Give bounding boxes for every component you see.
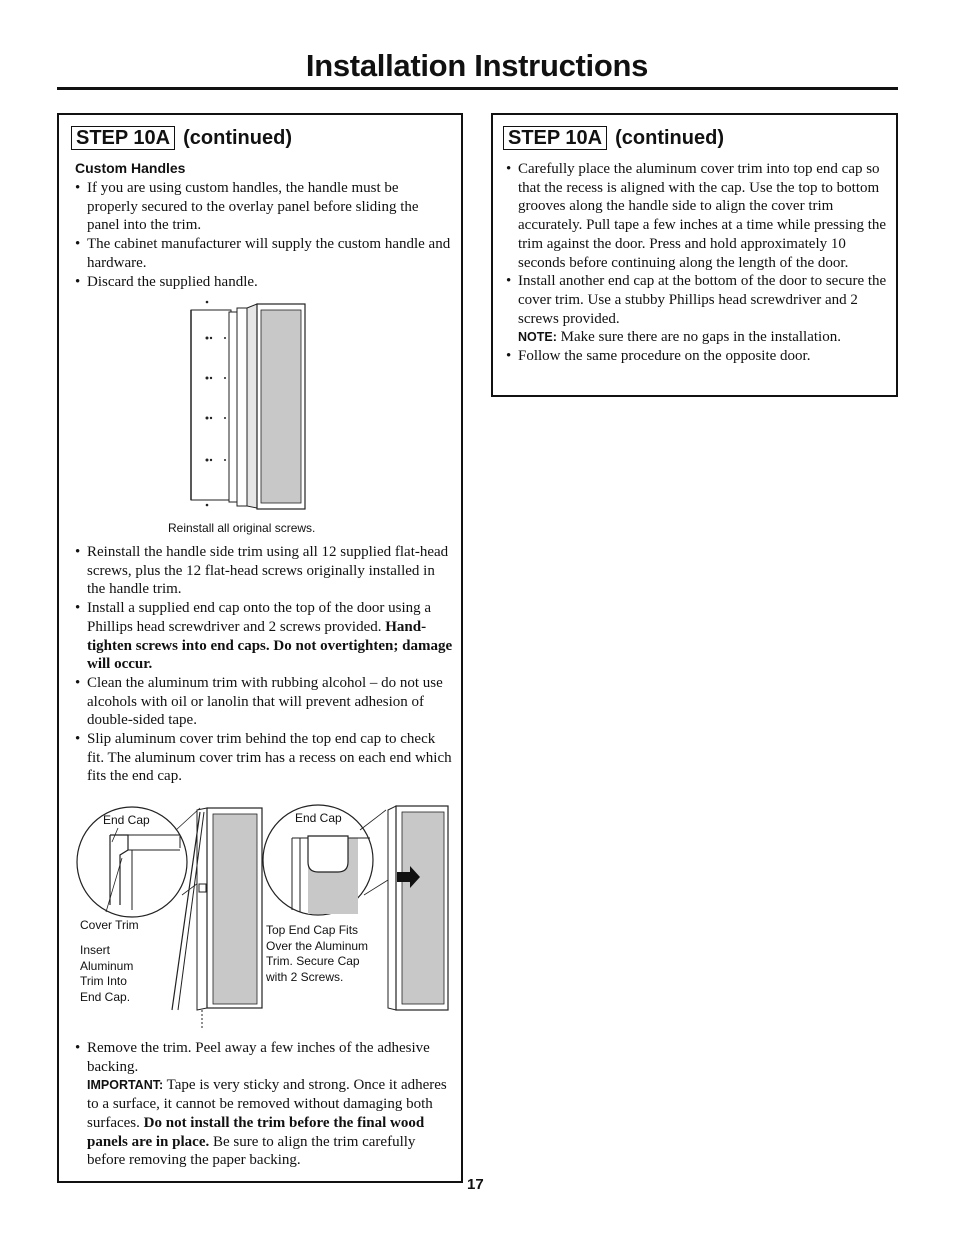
bullet-list-b <box>75 543 453 786</box>
important-label: IMPORTANT: <box>87 1078 164 1093</box>
list-item: • Reinstall the handle side trim using all 12 supplied flat-head screws, plus the 12 flat-head screws originally installed in the handle trim. <box>75 543 453 599</box>
list-item-text: Remove the trim. Peel away a few inches of the adhesive backing. <box>87 1040 430 1075</box>
list-item: • Follow the same procedure on the opposite door. <box>506 347 888 366</box>
list-item: • Clean the aluminum trim with rubbing alcohol – do not use alcohols with oil or lanolin that will prevent adhesion of double-sided tape. <box>75 674 453 730</box>
important-tail: Be sure to align the trim carefully before removing the paper backing. <box>87 1133 416 1169</box>
step-suffix: (continued) <box>615 127 724 149</box>
list-item-text: Install another end cap at the bottom of the door to secure the cover trim. Use a stubby Phillips head screwdriver and 2 screws provided. <box>518 273 887 327</box>
step-box: STEP 10A <box>503 126 607 150</box>
custom-handles-heading: Custom Handles <box>75 160 186 176</box>
page-number: 17 <box>467 1176 484 1193</box>
step-box: STEP 10A <box>71 126 175 150</box>
left-step-heading <box>71 126 292 150</box>
bullet-list-c <box>75 1039 453 1170</box>
right-step-heading <box>503 126 724 150</box>
page-title: Installation Instructions <box>305 48 649 83</box>
label-cover-trim: Cover Trim <box>80 918 139 932</box>
label-insert-trim: Insert Aluminum Trim Into End Cap. <box>80 943 134 1004</box>
label-top-end-cap: Top End Cap Fits Over the Aluminum Trim. Secure Cap with 2 Screws. <box>266 923 369 984</box>
list-item: • Slip aluminum cover trim behind the top end cap to check fit. The aluminum cover trim has a recess on each end which fits the end cap. <box>75 730 453 786</box>
list-item: • Carefully place the aluminum cover trim into top end cap so that the recess is aligned with the cap. Use the top to bottom grooves along the handle side to align the cover trim accurately. Pull tape a few inches at a time while pressing the trim against the door. Press and hold approximately 10 seconds before continuing along the length of the door. <box>506 160 888 272</box>
right-bullet-list <box>506 160 888 366</box>
note-label: NOTE: <box>518 330 557 345</box>
bullet-list-a <box>75 179 453 291</box>
list-item <box>506 272 888 347</box>
label-end-cap-left: End Cap <box>103 813 150 827</box>
important-text: Tape is very sticky and strong. Once it adheres to a surface, it cannot be removed without damaging both surfaces. <box>87 1077 447 1131</box>
list-item-text: Install a supplied end cap onto the top of the door using a Phillips head screwdriver and 2 screws provided. <box>87 600 432 635</box>
list-item: • The cabinet manufacturer will supply the custom handle and hardware. <box>75 235 453 272</box>
figure1-caption: Reinstall all original screws. <box>168 521 316 535</box>
list-item: • Discard the supplied handle. <box>75 273 453 292</box>
note-text: Make sure there are no gaps in the installation. <box>556 329 841 346</box>
list-item <box>75 1039 453 1170</box>
figure-door-trim <box>185 298 315 513</box>
label-end-cap-right: End Cap <box>295 811 342 825</box>
list-item <box>75 599 453 674</box>
list-item-warning: Hand-tighten screws into end caps. Do not overtighten; damage will occur. <box>87 618 453 673</box>
list-item: • If you are using custom handles, the handle must be properly secured to the overlay panel before sliding the panel into the trim. <box>75 179 453 235</box>
step-suffix: (continued) <box>183 127 292 149</box>
title-rule <box>57 87 898 90</box>
important-bold: Do not install the trim before the final wood panels are in place. <box>87 1114 425 1150</box>
